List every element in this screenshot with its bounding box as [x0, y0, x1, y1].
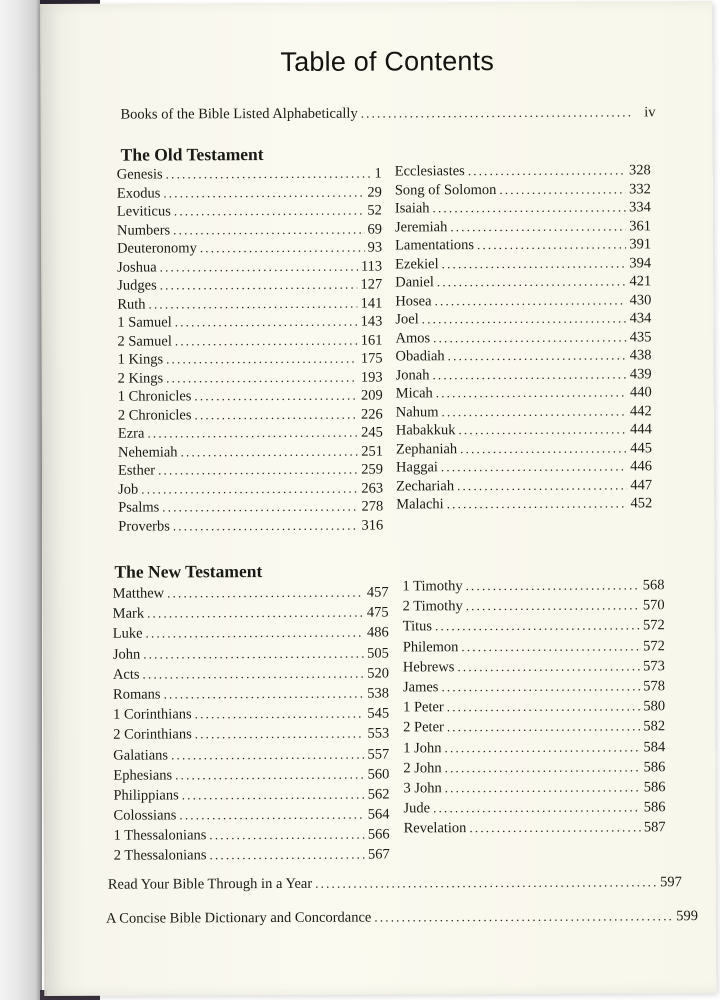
toc-book-entry — [396, 383, 652, 403]
new-testament-left-column — [113, 583, 390, 867]
leader-dots — [458, 420, 627, 439]
book-name: Job — [118, 481, 139, 498]
leader-dots — [143, 644, 364, 663]
book-page-number: 570 — [642, 597, 665, 614]
leader-dots — [445, 778, 641, 797]
leader-dots — [374, 907, 673, 926]
book-name: Titus — [402, 618, 433, 635]
book-page-number: 263 — [361, 480, 384, 497]
toc-book-entry — [114, 826, 390, 847]
book-page-number: 573 — [643, 658, 665, 675]
book-page-number: 209 — [360, 387, 383, 404]
book-page-number: 538 — [367, 685, 390, 702]
book-page-number: 578 — [643, 678, 666, 695]
toc-book-entry — [117, 313, 382, 333]
leader-dots — [447, 718, 641, 737]
book-page-number: 316 — [361, 517, 384, 534]
book-page-number: 438 — [629, 347, 652, 364]
book-page-number: 278 — [361, 498, 384, 515]
leader-dots — [141, 479, 358, 498]
book-name: Jude — [403, 800, 431, 817]
book-name: 2 Chronicles — [117, 406, 192, 424]
book-name: Luke — [112, 625, 143, 643]
toc-book-entry — [113, 725, 389, 746]
book-name: 1 Peter — [403, 699, 444, 716]
leader-dots — [147, 604, 364, 623]
leader-dots — [182, 785, 365, 804]
toc-book-entry — [396, 365, 652, 385]
leader-dots — [441, 677, 640, 696]
book-name: Galatians — [113, 746, 169, 764]
book-page-number: 421 — [629, 273, 652, 290]
book-page-number: 586 — [643, 758, 666, 776]
book-page-number: 439 — [629, 365, 652, 382]
toc-book-entry — [117, 165, 382, 185]
book-page-number: 127 — [360, 276, 383, 293]
book-name: Isaiah — [394, 200, 430, 217]
book-name: Malachi — [396, 496, 444, 513]
book-page-number: 566 — [367, 826, 390, 843]
book-page-number: 457 — [366, 584, 389, 601]
book-name: Hebrews — [402, 658, 455, 676]
leader-dots — [175, 765, 365, 784]
toc-book-entry — [113, 705, 389, 726]
toc-book-entry — [117, 294, 382, 314]
book-page-number: 452 — [630, 495, 653, 512]
toc-book-entry — [118, 424, 383, 444]
toc-book-entry — [113, 624, 389, 645]
leader-dots — [142, 664, 364, 683]
leader-dots — [166, 368, 358, 387]
book-page-number: 245 — [361, 424, 383, 441]
book-name: 2 Samuel — [117, 332, 172, 350]
leader-dots — [160, 276, 358, 295]
book-page-number: 93 — [367, 239, 383, 256]
book-page-number: 141 — [360, 295, 383, 312]
book-page-number: 520 — [367, 665, 389, 682]
book-name: 1 Chronicles — [117, 388, 192, 405]
book-name: 1 John — [403, 739, 442, 756]
leader-dots — [174, 202, 365, 221]
book-name: 2 Thessalonians — [113, 847, 207, 865]
toc-book-entry — [395, 328, 651, 348]
toc-book-entry — [117, 257, 382, 277]
toc-book-entry — [403, 657, 665, 678]
leader-dots — [166, 165, 372, 184]
leader-dots — [450, 217, 626, 236]
old-testament-heading: The Old Testament — [120, 144, 264, 165]
book-page-number: 113 — [360, 258, 383, 275]
book-name: 1 Thessalonians — [113, 827, 207, 844]
book-page-number: 143 — [360, 313, 383, 330]
leader-dots — [436, 383, 627, 402]
book-name: Haggai — [395, 459, 438, 476]
book-name: 1 Kings — [117, 351, 164, 368]
book-page-number: 446 — [630, 458, 653, 475]
toc-book-entry — [395, 309, 651, 329]
book-name: 2 Kings — [117, 369, 164, 387]
leader-dots — [361, 103, 632, 122]
book-page-number: 562 — [367, 786, 390, 803]
leader-dots — [179, 806, 364, 825]
book-name: Joel — [395, 311, 419, 328]
toc-book-entry — [395, 217, 651, 237]
book-page-number: 435 — [629, 328, 652, 345]
toc-book-entry — [118, 479, 383, 499]
toc-book-entry — [395, 161, 651, 181]
toc-book-entry — [118, 461, 383, 481]
leader-dots — [164, 685, 365, 704]
leader-dots — [468, 161, 626, 180]
book-page-number: 328 — [628, 162, 651, 179]
toc-book-entry — [118, 516, 383, 536]
toc-entry-reading-plan — [108, 873, 682, 894]
book-page-number: 586 — [643, 799, 666, 816]
toc-book-entry — [113, 684, 389, 705]
toc-book-entry — [395, 272, 651, 292]
book-page-number: 442 — [629, 402, 652, 419]
book-name: Exodus — [116, 184, 161, 202]
toc-book-entry — [118, 387, 383, 407]
toc-book-entry — [113, 583, 389, 604]
toc-book-entry — [396, 439, 652, 459]
book-page-number: 394 — [629, 254, 652, 271]
book-page-number: 430 — [629, 291, 652, 308]
toc-book-entry — [113, 785, 389, 806]
leader-dots — [447, 698, 641, 717]
toc-book-entry — [118, 405, 383, 425]
leader-dots — [160, 257, 358, 276]
leader-dots — [194, 405, 358, 424]
book-name: Daniel — [395, 274, 434, 291]
book-page-number: 334 — [629, 199, 651, 216]
page-title: Table of Contents — [280, 46, 495, 77]
book-page-number: 557 — [367, 745, 390, 763]
leader-dots — [147, 424, 358, 443]
book-name: Habakkuk — [395, 422, 456, 439]
toc-book-entry — [403, 758, 665, 779]
book-name: James — [402, 679, 439, 696]
leader-dots — [432, 365, 626, 384]
book-name: Obadiah — [395, 348, 445, 365]
book-name: Romans — [112, 686, 161, 703]
leader-dots — [444, 738, 640, 757]
book-page-number: 226 — [361, 406, 383, 423]
toc-book-entry — [396, 457, 652, 477]
book-name: 2 Peter — [403, 719, 444, 736]
entry-page: 599 — [676, 908, 699, 925]
book-name: Genesis — [116, 166, 163, 183]
book-page-number: 361 — [629, 217, 652, 234]
book-name: Leviticus — [116, 203, 171, 220]
toc-book-entry — [117, 239, 382, 259]
entry-label: Read Your Bible Through in a Year — [107, 875, 313, 893]
book-page-number: 582 — [643, 718, 666, 735]
book-name: Ecclesiastes — [394, 163, 465, 180]
leader-dots — [148, 294, 357, 313]
toc-book-entry — [117, 183, 382, 203]
leader-dots — [466, 597, 640, 616]
toc-book-entry — [113, 644, 389, 665]
book-name: Judges — [117, 277, 157, 294]
toc-book-entry — [113, 745, 389, 766]
toc-book-entry — [113, 664, 389, 685]
leader-dots — [181, 442, 359, 461]
book-page-number: 587 — [643, 819, 666, 836]
entry-page: 597 — [660, 874, 682, 891]
leader-dots — [158, 461, 358, 480]
book-name: 1 Timothy — [402, 578, 463, 595]
book-name: 2 Corinthians — [113, 726, 192, 744]
book-page-number: 251 — [361, 443, 383, 460]
toc-book-entry — [117, 331, 382, 351]
book-name: Numbers — [116, 221, 171, 239]
book-name: 2 Timothy — [402, 598, 463, 615]
toc-book-entry — [403, 718, 665, 739]
toc-book-entry — [395, 291, 651, 311]
leader-dots — [173, 220, 364, 239]
book-page-number: 580 — [643, 698, 666, 715]
toc-book-entry — [395, 235, 651, 255]
book-page-number: 445 — [630, 439, 652, 456]
toc-book-entry — [396, 346, 652, 366]
book-name: Matthew — [112, 585, 165, 602]
book-page-number: 486 — [366, 624, 389, 641]
toc-book-entry — [118, 442, 383, 462]
book-name: Joshua — [117, 258, 157, 276]
toc-book-entry — [403, 778, 665, 799]
toc-book-entry — [404, 819, 666, 840]
toc-book-entry — [403, 697, 665, 718]
toc-book-entry — [396, 476, 652, 496]
book-page-number: 475 — [366, 604, 389, 621]
toc-book-entry — [117, 202, 382, 222]
book-page-number: 564 — [367, 806, 390, 823]
book-name: Ephesians — [113, 767, 173, 784]
leader-dots — [433, 328, 627, 347]
leader-dots — [146, 624, 365, 643]
toc-book-entry — [114, 846, 390, 867]
toc-book-entry — [403, 798, 665, 819]
leader-dots — [447, 494, 628, 513]
leader-dots — [209, 826, 365, 845]
toc-book-entry — [118, 350, 383, 370]
toc-book-entry — [403, 576, 665, 597]
leader-dots — [175, 313, 358, 332]
book-name: 3 John — [403, 780, 442, 797]
leader-dots — [477, 235, 626, 254]
book-name: John — [112, 646, 141, 663]
toc-book-entry — [403, 637, 665, 658]
book-name: Jonah — [395, 366, 430, 383]
leader-dots — [461, 637, 640, 656]
leader-dots — [166, 350, 358, 369]
book-page-number: 332 — [629, 180, 651, 197]
toc-book-entry — [118, 368, 383, 388]
leader-dots — [162, 498, 358, 517]
new-testament-heading: The New Testament — [114, 561, 263, 582]
leader-dots — [167, 584, 364, 603]
book-page-number: 586 — [643, 779, 666, 796]
book-name: 1 Corinthians — [113, 706, 192, 723]
book-name: Ezekiel — [395, 255, 439, 272]
old-testament-right-column — [395, 161, 653, 514]
book-name: Zephaniah — [395, 440, 458, 457]
book-name: Philippians — [113, 787, 179, 804]
book-name: Ezra — [117, 425, 145, 442]
leader-dots — [441, 457, 627, 476]
book-name: Song of Solomon — [394, 181, 497, 198]
toc-book-entry — [118, 498, 383, 518]
book-page-number: 1 — [374, 165, 382, 182]
book-name: Micah — [395, 385, 433, 402]
toc-book-entry — [395, 180, 651, 200]
book-name: Psalms — [118, 499, 160, 516]
toc-book-entry — [395, 254, 651, 274]
toc-book-entry — [113, 604, 389, 625]
leader-dots — [422, 309, 627, 328]
leader-dots — [460, 439, 627, 458]
book-name: Jeremiah — [394, 218, 448, 235]
book-name: Nahum — [395, 403, 439, 420]
book-page-number: 391 — [629, 236, 652, 253]
book-page-number: 29 — [367, 184, 382, 201]
leader-dots — [194, 387, 358, 406]
book-page-number: 545 — [367, 705, 390, 722]
book-page-number: 560 — [367, 766, 390, 783]
book-page-number: 193 — [360, 369, 383, 386]
toc-book-entry — [403, 677, 665, 698]
book-page — [40, 1, 716, 996]
leader-dots — [173, 516, 359, 535]
leader-dots — [445, 758, 641, 777]
toc-book-entry — [403, 596, 665, 617]
book-name: Zechariah — [396, 477, 455, 494]
leader-dots — [448, 346, 627, 365]
toc-book-entry — [396, 494, 652, 514]
toc-book-entry — [113, 765, 389, 786]
book-spine-edge — [0, 0, 42, 1000]
book-page-number: 568 — [642, 577, 665, 594]
leader-dots — [163, 183, 364, 202]
book-page-number: 434 — [629, 310, 652, 327]
book-page-number: 444 — [630, 421, 652, 438]
leader-dots — [315, 873, 657, 892]
toc-book-entry — [396, 402, 652, 422]
book-page-number: 567 — [367, 846, 390, 864]
leader-dots — [433, 798, 641, 817]
entry-page: iv — [644, 104, 656, 121]
book-page-number: 447 — [630, 476, 653, 493]
toc-book-entry — [395, 198, 651, 218]
book-page-number: 505 — [367, 645, 389, 662]
leader-dots — [441, 402, 627, 421]
old-testament-left-column — [117, 165, 384, 536]
leader-dots — [435, 291, 627, 310]
toc-book-entry — [396, 420, 652, 440]
leader-dots — [171, 745, 365, 764]
toc-entry-alphabetical-list — [120, 103, 655, 123]
book-name: Deuteronomy — [117, 240, 197, 257]
leader-dots — [195, 705, 365, 724]
book-name: Acts — [112, 666, 140, 683]
book-name: Philemon — [402, 638, 459, 655]
leader-dots — [457, 476, 627, 495]
leader-dots — [195, 725, 365, 744]
book-name: Lamentations — [395, 237, 475, 254]
leader-dots — [469, 819, 640, 838]
book-page-number: 161 — [360, 332, 383, 349]
toc-entry-dictionary — [106, 907, 698, 928]
book-name: Amos — [395, 329, 431, 346]
book-name: 2 John — [403, 759, 442, 777]
leader-dots — [442, 254, 627, 273]
book-page-number: 553 — [367, 725, 390, 742]
book-page-number: 584 — [643, 738, 666, 755]
book-name: Proverbs — [118, 517, 170, 535]
book-name: Esther — [118, 462, 156, 479]
book-page-number: 572 — [642, 617, 665, 634]
book-page-number: 52 — [367, 202, 382, 219]
entry-label: A Concise Bible Dictionary and Concordance — [105, 909, 372, 927]
entry-label: Books of the Bible Listed Alphabetically — [120, 105, 358, 123]
leader-dots — [435, 617, 640, 636]
toc-book-entry — [117, 220, 382, 240]
leader-dots — [457, 657, 640, 676]
leader-dots — [437, 272, 627, 291]
toc-book-entry — [117, 276, 382, 296]
new-testament-right-column — [403, 576, 666, 840]
book-name: Ruth — [117, 296, 146, 313]
book-page-number: 259 — [361, 461, 384, 478]
book-page-number: 175 — [360, 350, 383, 367]
book-name: Revelation — [403, 820, 467, 837]
leader-dots — [209, 846, 365, 865]
leader-dots — [200, 239, 365, 258]
leader-dots — [432, 198, 626, 217]
book-name: Mark — [112, 605, 145, 622]
toc-book-entry — [403, 617, 665, 638]
book-page-number: 440 — [629, 384, 652, 401]
book-page-number: 69 — [367, 221, 383, 238]
book-name: Colossians — [113, 807, 177, 824]
leader-dots — [466, 576, 640, 595]
book-page-number: 572 — [643, 637, 665, 654]
book-name: 1 Samuel — [117, 314, 172, 331]
book-name: Nehemiah — [117, 443, 178, 461]
toc-book-entry — [114, 806, 390, 827]
leader-dots — [499, 180, 626, 199]
toc-book-entry — [403, 738, 665, 759]
leader-dots — [175, 331, 358, 350]
book-name: Hosea — [395, 292, 432, 309]
